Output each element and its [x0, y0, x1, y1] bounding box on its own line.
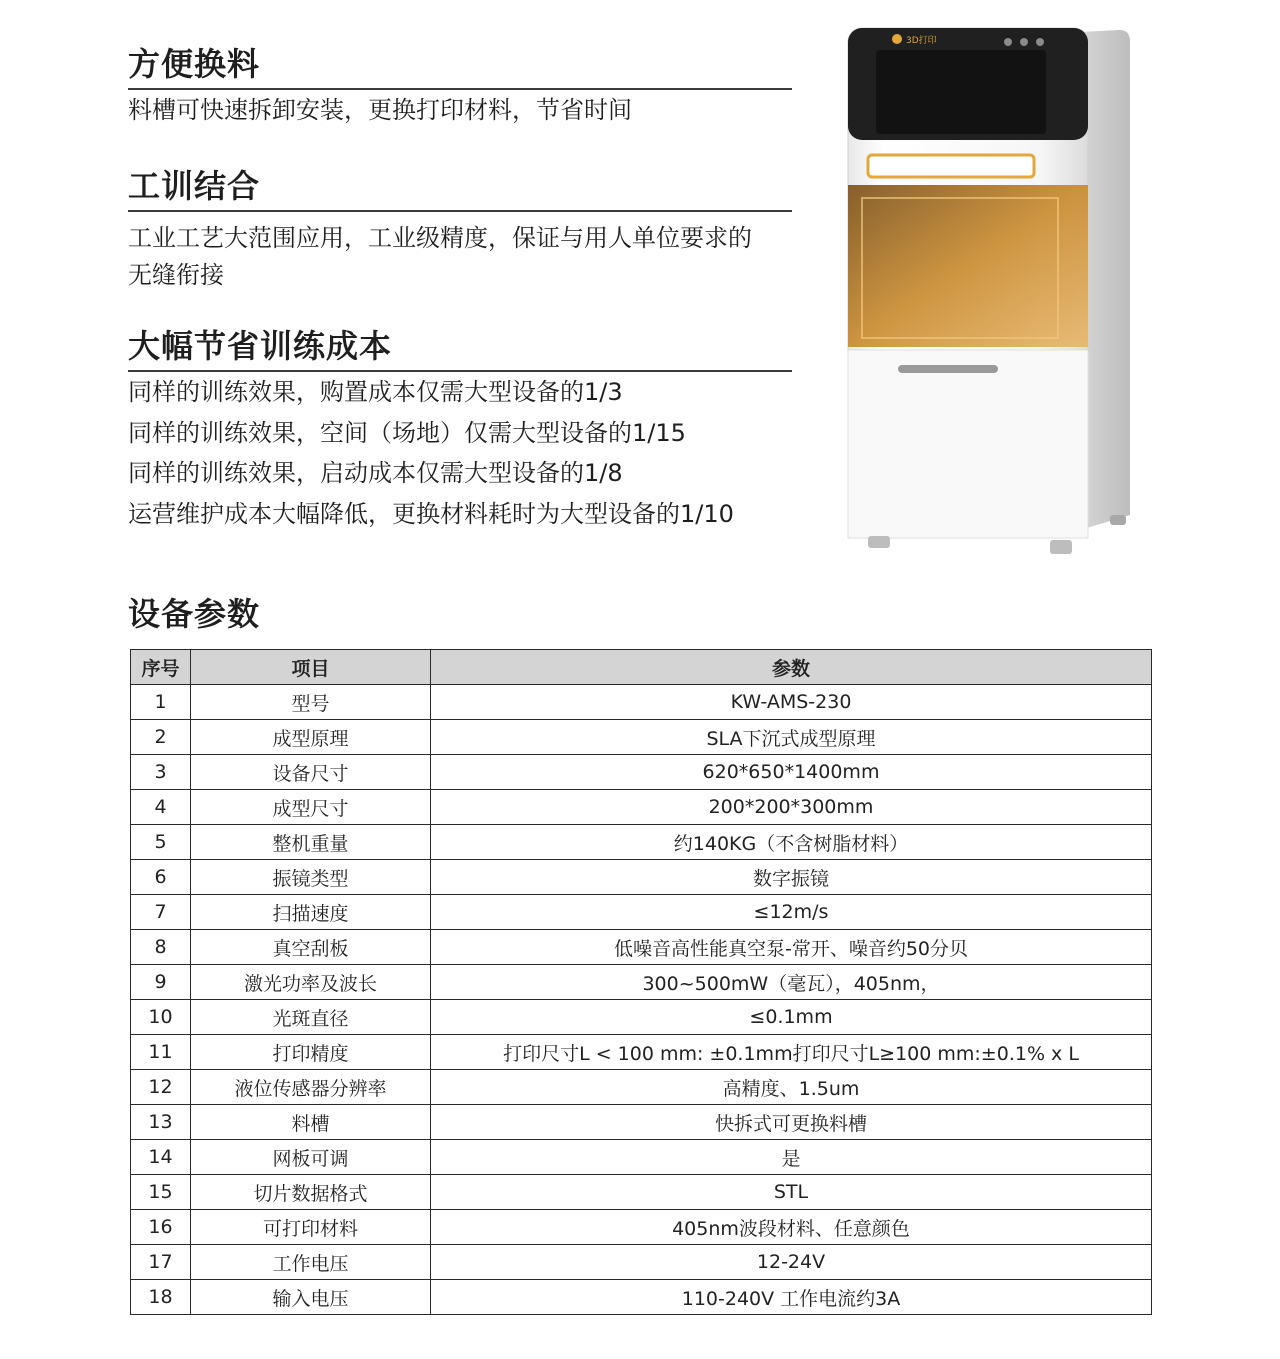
cell-item: 激光功率及波长 [191, 965, 431, 1000]
params-title: 设备参数 [128, 595, 261, 633]
cell-item: 真空刮板 [191, 930, 431, 965]
section-text: 无缝衔接 [128, 261, 224, 289]
feature-section-material-change [128, 44, 792, 130]
cell-param: 低噪音高性能真空泵-常开、噪音约50分贝 [431, 930, 1152, 965]
table-row [131, 1245, 1152, 1280]
cell-param: 200*200*300mm [431, 790, 1152, 825]
cell-item: 成型尺寸 [191, 790, 431, 825]
cost-line: 同样的训练效果，启动成本仅需大型设备的1/8 [128, 459, 623, 487]
table-row [131, 1000, 1152, 1035]
cost-line: 运营维护成本大幅降低，更换材料耗时为大型设备的1/10 [128, 499, 734, 528]
feature-section-cost [128, 326, 792, 534]
cell-param: KW-AMS-230 [431, 685, 1152, 720]
printer-image [840, 20, 1140, 565]
cell-index: 12 [131, 1070, 191, 1105]
cell-index: 13 [131, 1105, 191, 1140]
table-row [131, 1175, 1152, 1210]
cell-item: 可打印材料 [191, 1210, 431, 1245]
section-text: 料槽可快速拆卸安装，更换打印材料，节省时间 [128, 96, 632, 124]
cell-param: 110-240V 工作电流约3A [431, 1280, 1152, 1315]
control-button-icon [1004, 38, 1012, 46]
table-row [131, 895, 1152, 930]
lower-cabinet [848, 350, 1088, 538]
feature-section-training [128, 166, 792, 292]
foot [868, 536, 890, 548]
control-button-icon [1020, 38, 1028, 46]
section-title: 工训结合 [128, 166, 792, 212]
cell-param: ≤12m/s [431, 895, 1152, 930]
cell-index: 11 [131, 1035, 191, 1070]
logo-icon [892, 34, 902, 44]
table-row [131, 790, 1152, 825]
foot [1050, 540, 1072, 554]
table-row [131, 825, 1152, 860]
cell-item: 网板可调 [191, 1140, 431, 1175]
cell-param: ≤0.1mm [431, 1000, 1152, 1035]
table-header-row [131, 650, 1152, 685]
cell-index: 3 [131, 755, 191, 790]
cell-item: 光斑直径 [191, 1000, 431, 1035]
cell-item: 整机重量 [191, 825, 431, 860]
cell-param: SLA下沉式成型原理 [431, 720, 1152, 755]
cell-param: 约140KG（不含树脂材料） [431, 825, 1152, 860]
cabinet-handle [898, 365, 998, 373]
header-index: 序号 [131, 650, 191, 685]
logo-text: 3D打印 [906, 36, 937, 46]
cell-index: 17 [131, 1245, 191, 1280]
table-row [131, 930, 1152, 965]
cell-item: 打印精度 [191, 1035, 431, 1070]
table-row [131, 755, 1152, 790]
cell-param: 打印尺寸L < 100 mm: ±0.1mm打印尺寸L≥100 mm:±0.1% x L [431, 1035, 1152, 1070]
cell-item: 成型原理 [191, 720, 431, 755]
table-row [131, 965, 1152, 1000]
cell-index: 4 [131, 790, 191, 825]
control-button-icon [1036, 38, 1044, 46]
table-row [131, 860, 1152, 895]
table-row [131, 1105, 1152, 1140]
table-row [131, 1280, 1152, 1315]
cost-line: 同样的训练效果，空间（场地）仅需大型设备的1/15 [128, 418, 686, 447]
header-param: 参数 [431, 650, 1152, 685]
cell-param: 数字振镜 [431, 860, 1152, 895]
table-row [131, 1210, 1152, 1245]
section-title: 大幅节省训练成本 [128, 326, 792, 372]
screen [876, 50, 1046, 134]
section-text: 工业工艺大范围应用，工业级精度，保证与用人单位要求的 [128, 224, 752, 252]
table-row [131, 1035, 1152, 1070]
cell-item: 振镜类型 [191, 860, 431, 895]
cell-param: STL [431, 1175, 1152, 1210]
cell-index: 15 [131, 1175, 191, 1210]
cell-item: 设备尺寸 [191, 755, 431, 790]
table-row [131, 720, 1152, 755]
cost-line: 同样的训练效果，购置成本仅需大型设备的1/3 [128, 378, 623, 406]
cell-item: 扫描速度 [191, 895, 431, 930]
cell-item: 液位传感器分辨率 [191, 1070, 431, 1105]
cell-item: 料槽 [191, 1105, 431, 1140]
cell-index: 5 [131, 825, 191, 860]
cell-item: 切片数据格式 [191, 1175, 431, 1210]
cell-index: 7 [131, 895, 191, 930]
cell-param: 405nm波段材料、任意颜色 [431, 1210, 1152, 1245]
table-row [131, 685, 1152, 720]
cost-list [128, 372, 792, 534]
cell-param: 快拆式可更换料槽 [431, 1105, 1152, 1140]
table-body [131, 685, 1152, 1315]
cell-param: 620*650*1400mm [431, 755, 1152, 790]
spec-table [130, 649, 1152, 1315]
cell-index: 10 [131, 1000, 191, 1035]
cell-index: 18 [131, 1280, 191, 1315]
cell-index: 9 [131, 965, 191, 1000]
cell-index: 16 [131, 1210, 191, 1245]
cell-index: 6 [131, 860, 191, 895]
cell-item: 工作电压 [191, 1245, 431, 1280]
material-slot [868, 155, 1034, 177]
table-row [131, 1140, 1152, 1175]
table-row [131, 1070, 1152, 1105]
cell-param: 12-24V [431, 1245, 1152, 1280]
cell-param: 300~500mW（毫瓦），405nm， [431, 965, 1152, 1000]
cell-index: 14 [131, 1140, 191, 1175]
cell-index: 8 [131, 930, 191, 965]
cell-item: 输入电压 [191, 1280, 431, 1315]
cell-item: 型号 [191, 685, 431, 720]
build-window [848, 185, 1088, 347]
section-title: 方便换料 [128, 44, 792, 90]
cell-param: 高精度、1.5um [431, 1070, 1152, 1105]
header-item: 项目 [191, 650, 431, 685]
foot [1110, 515, 1126, 525]
cell-param: 是 [431, 1140, 1152, 1175]
cell-index: 1 [131, 685, 191, 720]
cell-index: 2 [131, 720, 191, 755]
